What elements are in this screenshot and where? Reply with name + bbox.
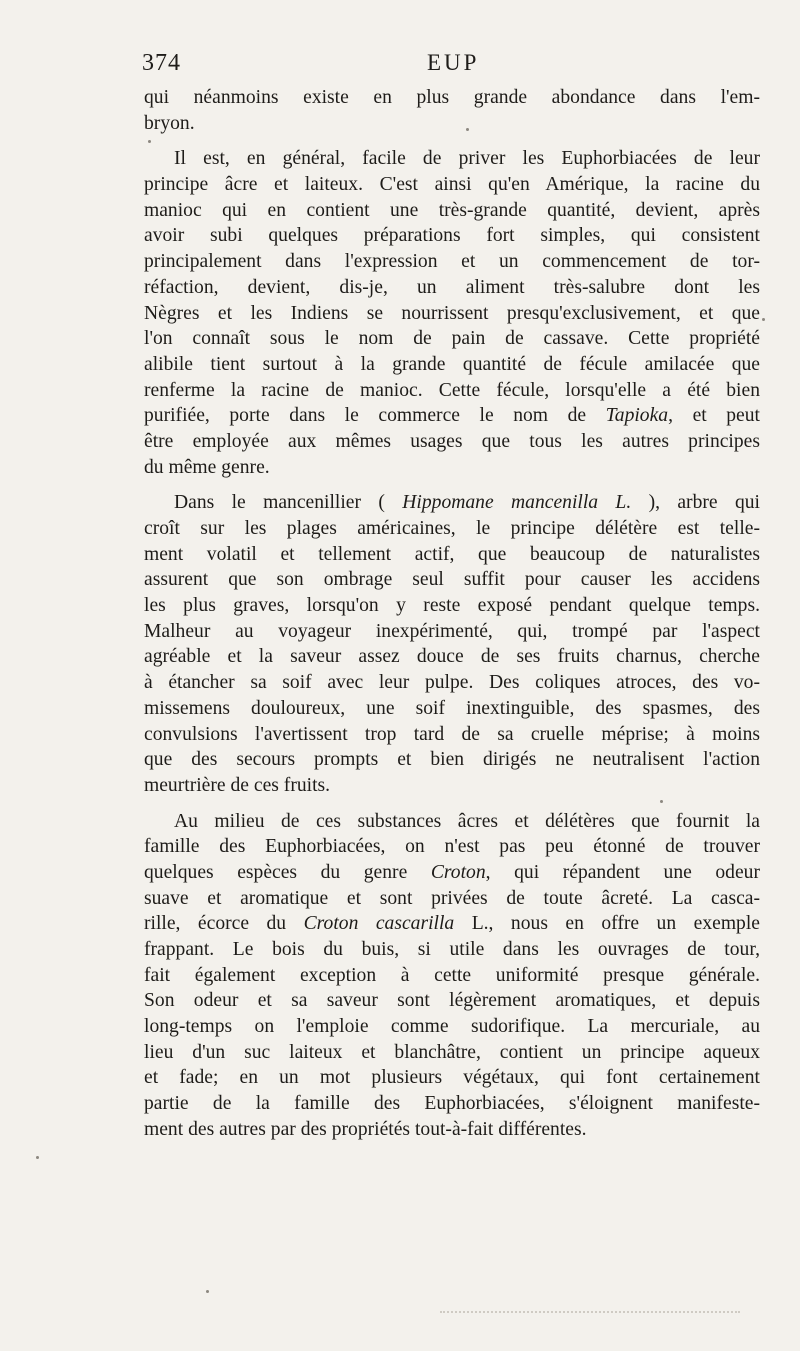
text-line: alibile tient surtout à la grande quantité de fécule amilacée que <box>144 353 760 375</box>
text-line: principalement dans l'expression et un commencement de tor- <box>144 251 760 273</box>
italic-term: Hippomane mancenilla L. <box>402 492 632 514</box>
text-line: les plus graves, lorsqu'on y reste exposé pendant quelque temps. <box>144 595 760 617</box>
text-line: Il est, en général, facile de priver les Euphorbiacées de leur <box>174 148 760 170</box>
text-line: du même genre. <box>144 456 270 478</box>
text-line: que des secours prompts et bien dirigés ne neutralisent l'action <box>144 749 760 771</box>
text-line: être employée aux mêmes usages que tous les autres principes <box>144 430 760 452</box>
body-text <box>144 85 760 1143</box>
text-line: famille des Euphorbiacées, on n'est pas peu étonné de trouver <box>144 836 760 858</box>
text-line: agréable et la saveur assez douce de ses fruits charnus, cherche <box>144 646 760 668</box>
scan-speck <box>660 800 663 803</box>
text-line: meurtrière de ces fruits. <box>144 774 331 796</box>
scan-speck <box>148 140 151 143</box>
text-line: Dans le mancenillier ( Hippomane mancenilla L. ), arbre qui <box>174 492 760 514</box>
text-line: qui néanmoins existe en plus grande abondance dans l'em- <box>144 87 760 108</box>
scan-speck <box>36 1156 39 1159</box>
text-line: ment volatil et tellement actif, que beaucoup de naturalistes <box>144 543 760 565</box>
scan-speck <box>762 318 765 321</box>
text-line: ment des autres par des propriétés tout-à-fait différentes. <box>144 1118 587 1140</box>
text-line: manioc qui en contient une très-grande quantité, devient, après <box>144 199 760 221</box>
text-line: quelques espèces du genre Croton, qui répandent une odeur <box>144 861 760 883</box>
page-number: 374 <box>142 50 181 76</box>
text-line: croît sur les plages américaines, le principe délétère est telle- <box>144 518 760 539</box>
text-line: réfaction, devient, dis-je, un aliment très-salubre dont les <box>144 276 760 298</box>
italic-term: Croton <box>430 861 486 883</box>
text-line: Au milieu de ces substances âcres et délétères que fournit la <box>174 810 760 832</box>
italic-term: Tapioka <box>605 405 669 427</box>
text-line: missemens douloureux, une soif inextinguible, des spasmes, des <box>144 697 760 719</box>
text-line: à étancher sa soif avec leur pulpe. Des coliques atroces, des vo- <box>144 672 760 694</box>
text-line: frappant. Le bois du buis, si utile dans les ouvrages de tour, <box>144 939 760 960</box>
text-line: l'on connaît sous le nom de pain de cassave. Cette propriété <box>144 328 760 350</box>
running-head: EUP <box>427 50 480 75</box>
text-line: assurent que son ombrage seul suffit pour causer les accidens <box>144 569 760 591</box>
text-line: Son odeur et sa saveur sont légèrement aromatiques, et depuis <box>144 990 760 1012</box>
text-line: partie de la famille des Euphorbiacées, s'éloignent manifeste- <box>144 1093 760 1115</box>
text-line: principe âcre et laiteux. C'est ainsi qu'en Amérique, la racine du <box>144 174 760 196</box>
text-line: fait également exception à cette uniformité presque générale. <box>144 964 760 986</box>
text-line: et fade; en un mot plusieurs végétaux, qui font certainement <box>144 1067 760 1089</box>
page-bottom-rule <box>440 1311 740 1313</box>
scan-speck <box>206 1290 209 1293</box>
text-line: renferme la racine de manioc. Cette fécule, lorsqu'elle a été bien <box>144 379 760 401</box>
italic-term: Croton cascarilla <box>303 913 455 935</box>
text-line: convulsions l'avertissent trop tard de sa cruelle méprise; à moins <box>144 723 760 745</box>
text-line: rille, écorce du Croton cascarilla L., nous en offre un exemple <box>144 913 760 935</box>
text-line: long-temps on l'emploie comme sudorifique. La mercuriale, au <box>144 1016 760 1038</box>
text-line: Nègres et les Indiens se nourrissent presqu'exclusivement, et que <box>144 302 760 324</box>
page-header <box>142 50 762 84</box>
text-line: bryon. <box>144 112 195 134</box>
text-line: Malheur au voyageur inexpérimenté, qui, trompé par l'aspect <box>144 620 760 642</box>
text-line: purifiée, porte dans le commerce le nom de Tapioka, et peut <box>144 405 760 427</box>
text-line: lieu d'un suc laiteux et blanchâtre, contient un principe aqueux <box>144 1041 760 1063</box>
text-line: suave et aromatique et sont privées de toute âcreté. La casca- <box>144 887 760 909</box>
scan-speck <box>466 128 469 131</box>
text-line: avoir subi quelques préparations fort simples, qui consistent <box>144 225 760 247</box>
